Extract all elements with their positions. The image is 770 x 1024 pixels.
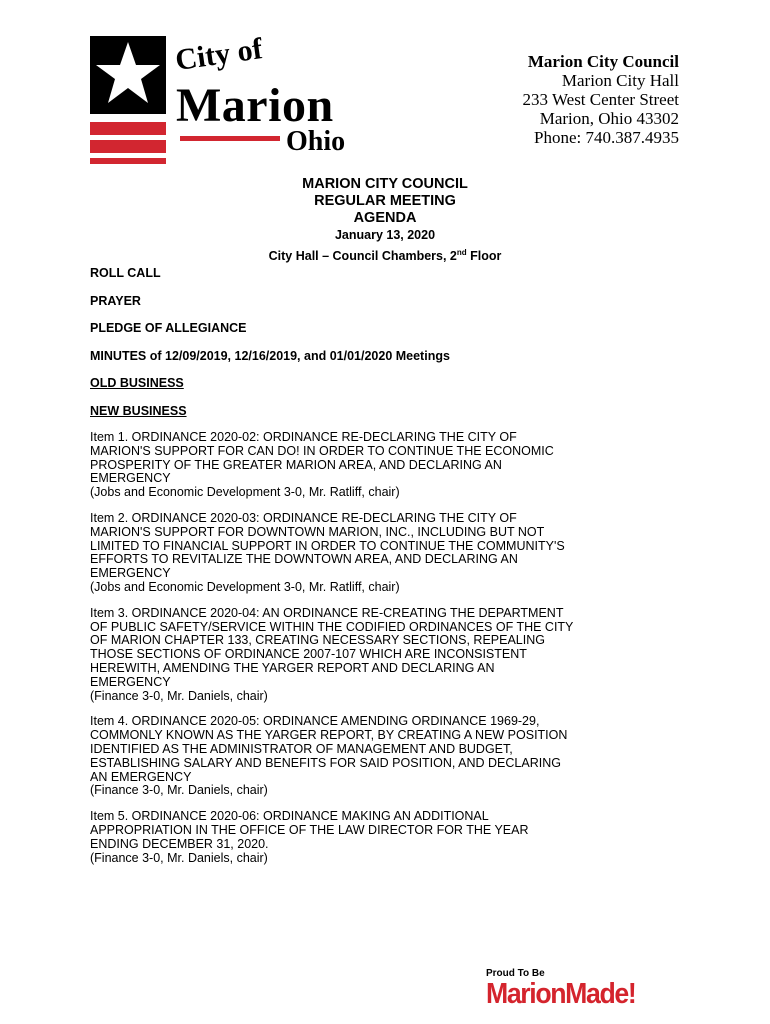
brand-word: MarionMade [486, 978, 628, 1010]
city-of-marion-logo [90, 32, 380, 164]
logo-marion-stripe [180, 136, 280, 141]
agenda-item [90, 715, 690, 798]
logo-city-of: City of [173, 32, 265, 78]
logo-stripe [90, 158, 166, 164]
meeting-location [0, 244, 770, 265]
item-text: Item 3. ORDINANCE 2020-04: AN ORDINANCE RE-CREATING THE DEPARTMENT OF PUBLIC SAFETY/SERVICE WITHIN THE CODIFIED ORDINANCES OF THE CITY OF MARION CHAPTER 133, CREATING NECESSARY SECTIONS, REPEALING THOSE SECTIONS OF ORDINANCE 2007-107 WHICH ARE INCONSISTENT HEREWITH, AMENDING THE YARGER REPORT AND DECLARING AN EMERGENCY [90, 605, 574, 689]
item-committee: (Finance 3-0, Mr. Daniels, chair) [90, 783, 268, 798]
minutes-heading: MINUTES of 12/09/2019, 12/16/2019, and 01/01/2020 Meetings [90, 348, 450, 363]
agenda-item [90, 512, 690, 595]
item-committee: (Jobs and Economic Development 3-0, Mr. Ratliff, chair) [90, 579, 400, 594]
council-name: Marion City Council [527, 52, 679, 71]
item-text: Item 2. ORDINANCE 2020-03: ORDINANCE RE-DECLARING THE CITY OF MARION'S SUPPORT FOR DOWNTOWN MARION, INC., INCLUDING BUT NOT LIMITED TO FINANCIAL SUPPORT IN ORDER TO CONTINUE THE COMMUNITY'S EFFORTS TO REVITALIZE THE DOWNTOWN AREA, AND DECLARING AN EMERGENCY [90, 510, 565, 581]
address-line: Marion City Hall [561, 71, 679, 90]
prayer-heading: PRAYER [90, 293, 141, 308]
meeting-date: January 13, 2020 [334, 228, 436, 242]
location-suffix: Floor [466, 249, 502, 264]
brand-exclaim: ! [627, 978, 636, 1010]
logo-ohio: Ohio [286, 126, 346, 157]
item-text: Item 1. ORDINANCE 2020-02: ORDINANCE RE-DECLARING THE CITY OF MARION'S SUPPORT FOR CAN DO! IN ORDER TO CONTINUE THE ECONOMIC PROSPERITY OF THE GREATER MARION AREA, AND DECLARING AN EMERGENCY [90, 430, 554, 486]
agenda-body [90, 266, 690, 877]
logo-star-box [90, 36, 166, 114]
footer-brand-text [486, 978, 635, 1011]
location-prefix: City Hall – Council Chambers, 2 [268, 249, 457, 264]
agenda-header [0, 176, 770, 265]
marion-made-logo [486, 968, 686, 1016]
address-line: 233 West Center Street [522, 90, 679, 109]
phone-number: Phone: 740.387.4935 [534, 128, 679, 147]
item-text: Item 5. ORDINANCE 2020-06: ORDINANCE MAKING AN ADDITIONAL APPROPRIATION IN THE OFFICE OF THE LAW DIRECTOR FOR THE YEAR ENDING DECEMBER 31, 2020. [90, 809, 529, 851]
agenda-item [90, 810, 690, 865]
pledge-heading: PLEDGE OF ALLEGIANCE [90, 321, 247, 335]
address-line: Marion, Ohio 43302 [539, 109, 679, 128]
header-council: MARION CITY COUNCIL [302, 176, 468, 192]
agenda-item [90, 607, 690, 704]
old-business-heading: OLD BUSINESS [90, 376, 184, 390]
logo-stripe [90, 122, 166, 135]
footer-proud-text: Proud To Be [486, 968, 545, 979]
header-agenda: AGENDA [353, 210, 417, 226]
item-committee: (Finance 3-0, Mr. Daniels, chair) [90, 688, 268, 703]
roll-call-heading: ROLL CALL [90, 266, 161, 280]
location-sup: nd [456, 248, 467, 257]
item-committee: (Jobs and Economic Development 3-0, Mr. Ratliff, chair) [90, 485, 400, 500]
logo-stripe [90, 140, 166, 153]
item-committee: (Finance 3-0, Mr. Daniels, chair) [90, 850, 268, 865]
star-icon [90, 36, 166, 114]
new-business-heading: NEW BUSINESS [90, 403, 187, 418]
council-address [523, 52, 679, 147]
logo-marion: Marion [176, 79, 334, 132]
agenda-item [90, 431, 690, 500]
header-meeting: REGULAR MEETING [314, 193, 456, 209]
item-text: Item 4. ORDINANCE 2020-05: ORDINANCE AMENDING ORDINANCE 1969-29, COMMONLY KNOWN AS THE YARGER REPORT, BY CREATING A NEW POSITION IDENTIFIED AS THE ADMINISTRATOR OF MANAGEMENT AND BUDGET, ESTABLISHING SALARY AND BENEFITS FOR SAID POSITION, AND DECLARING AN EMERGENCY [90, 714, 568, 784]
